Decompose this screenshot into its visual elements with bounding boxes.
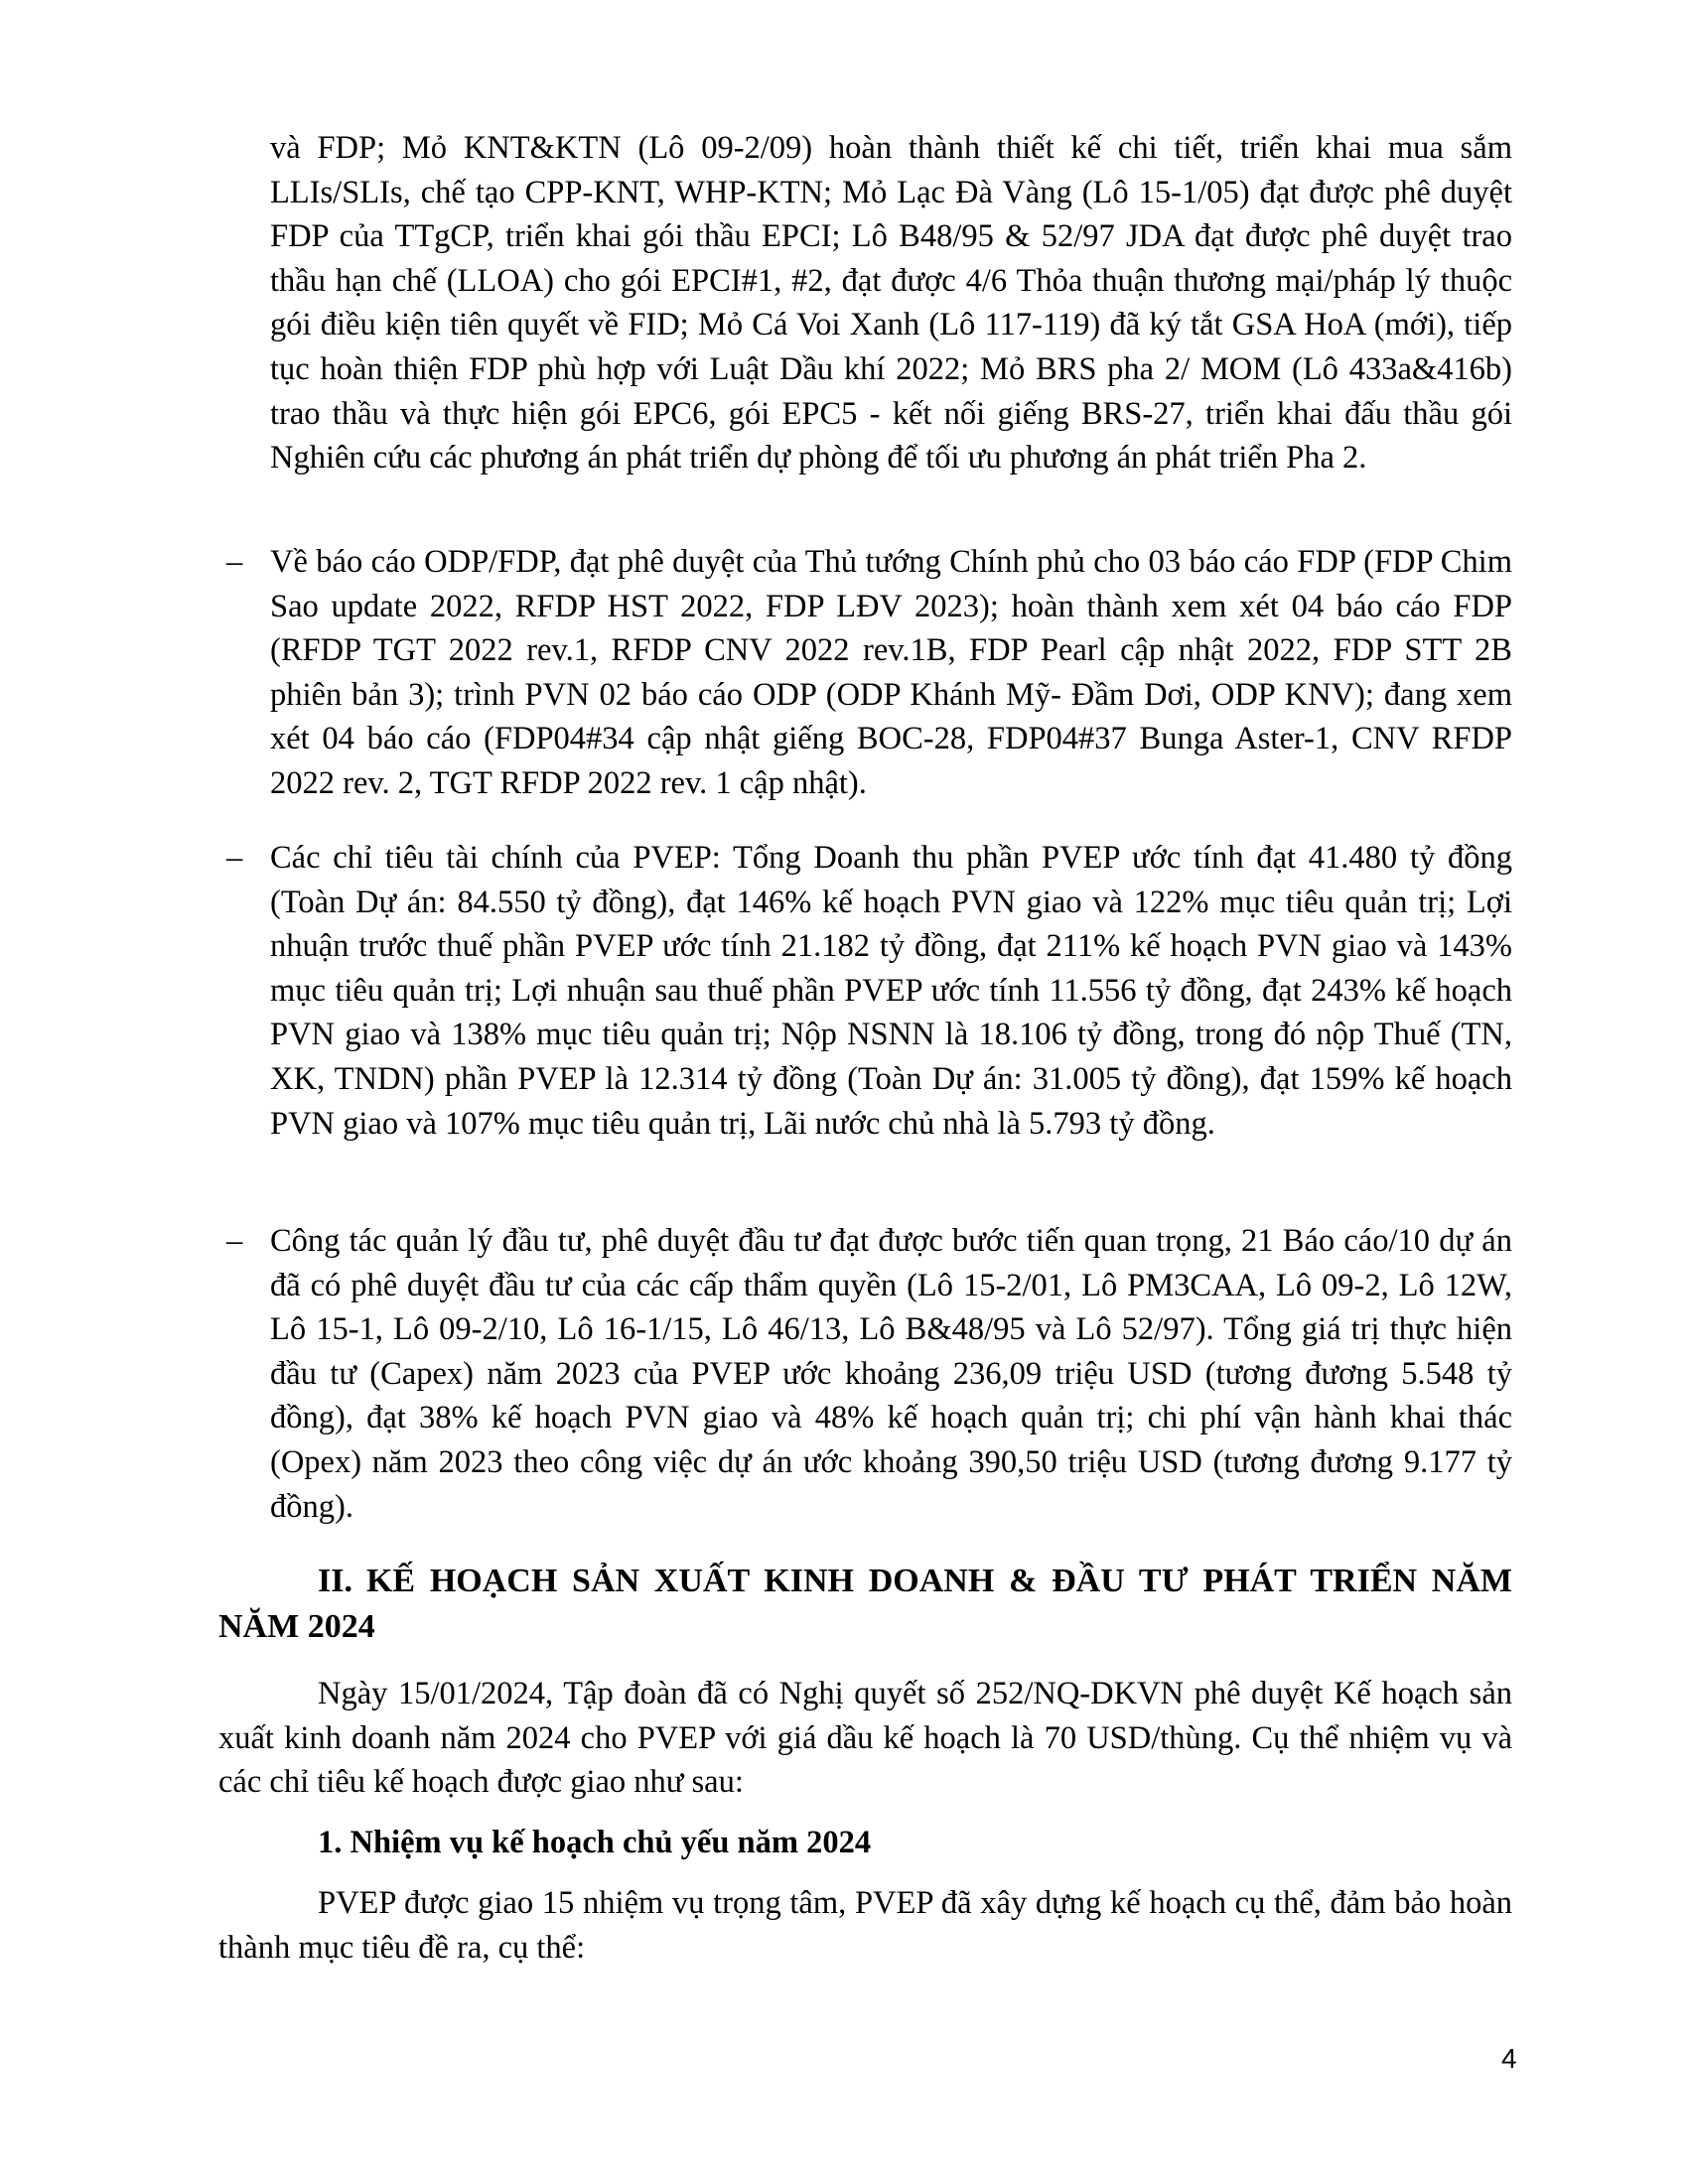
section-number: II. [318, 1563, 352, 1599]
intro-paragraph: Ngày 15/01/2024, Tập đoàn đã có Nghị quyết số 252/NQ-DKVN phê duyệt Kế hoạch sản xuất kinh doanh năm 2024 cho PVEP với giá dầu kế hoạch là 70 USD/thùng. Cụ thể nhiệm vụ và các chỉ tiêu kế hoạch được giao như sau: [218, 1676, 1512, 1801]
continuation-paragraph: và FDP; Mỏ KNT&KTN (Lô 09-2/09) hoàn thành thiết kế chi tiết, triển khai mua sắm LLIs/SLIs, chế tạo CPP-KNT, WHP-KTN; Mỏ Lạc Đà Vàng (Lô 15-1/05) đạt được phê duyệt FDP của TTgCP, triển khai gói thầu EPCI; Lô B48/95 & 52/97 JDA đạt được phê duyệt trao thầu hạn chế (LLOA) cho gói EPCI#1, #2, đạt được 4/6 Thỏa thuận thương mại/pháp lý thuộc gói điều kiện tiên quyết về FID; Mỏ Cá Voi Xanh (Lô 117-119) đã ký tắt GSA HoA (mới), tiếp tục hoàn thiện FDP phù hợp với Luật Dầu khí 2022; Mỏ BRS pha 2/ MOM (Lô 433a&416b) trao thầu và thực hiện gói EPC6, gói EPC5 - kết nối giếng BRS-27, triển khai đấu thầu gói Nghiên cứu các phương án phát triển dự phòng để tối ưu phương án phát triển Pha 2. [270, 130, 1512, 477]
bullet-text: Về báo cáo ODP/FDP, đạt phê duyệt của Thủ tướng Chính phủ cho 03 báo cáo FDP (FDP Chim Sao update 2022, RFDP HST 2022, FDP LĐV 2023); hoàn thành xem xét 04 báo cáo FDP (RFDP TGT 2022 rev.1, RFDP CNV 2022 rev.1B, FDP Pearl cập nhật 2022, FDP STT 2B phiên bản 3); trình PVN 02 báo cáo ODP (ODP Khánh Mỹ- Đầm Dơi, ODP KNV); đang xem xét 04 báo cáo (FDP04#34 cập nhật giếng BOC-28, FDP04#37 Bunga Aster-1, CNV RFDP 2022 rev. 2, TGT RFDP 2022 rev. 1 cập nhật). [270, 544, 1512, 801]
bullet-text: Công tác quản lý đầu tư, phê duyệt đầu tư đạt được bước tiến quan trọng, 21 Báo cáo/10 dự án đã có phê duyệt đầu tư của các cấp thẩm quyền (Lô 15-2/01, Lô PM3CAA, Lô 09-2, Lô 12W, Lô 15-1, Lô 09-2/10, Lô 16-1/15, Lô 46/13, Lô B&48/95 và Lô 52/97). Tổng giá trị thực hiện đầu tư (Capex) năm 2023 của PVEP ước khoảng 236,09 triệu USD (tương đương 5.548 tỷ đồng), đạt 38% kế hoạch PVN giao và 48% kế hoạch quản trị; chi phí vận hành khai thác (Opex) năm 2023 theo công việc dự án ước khoảng 390,50 triệu USD (tương đương 9.177 tỷ đồng). [270, 1223, 1512, 1525]
page-number: 4 [1501, 2043, 1517, 2074]
section-heading [218, 1559, 1512, 1650]
subheading: 1. Nhiệm vụ kế hoạch chủ yếu năm 2024 [318, 1825, 872, 1860]
section-title: KẾ HOẠCH SẢN XUẤT KINH DOANH & ĐẦU TƯ PHÁT TRIỂN NĂM NĂM 2024 [218, 1563, 1512, 1645]
bullet-dash: – [226, 544, 243, 580]
bullet-dash: – [226, 840, 243, 876]
bullet-item-odp-fdp-reports [218, 540, 1512, 806]
bullet-text: Các chỉ tiêu tài chính của PVEP: Tổng Doanh thu phần PVEP ước tính đạt 41.480 tỷ đồng (Toàn Dự án: 84.550 tỷ đồng), đạt 146% kế hoạch PVN giao và 122% mục tiêu quản trị; Lợi nhuận trước thuế phần PVEP ước tính 21.182 tỷ đồng, đạt 211% kế hoạch PVN giao và 143% mục tiêu quản trị; Lợi nhuận sau thuế phần PVEP ước tính 11.556 tỷ đồng, đạt 243% kế hoạch PVN giao và 138% mục tiêu quản trị; Nộp NSNN là 18.106 tỷ đồng, trong đó nộp Thuế (TN, XK, TNDN) phần PVEP là 12.314 tỷ đồng (Toàn Dự án: 31.005 tỷ đồng), đạt 159% kế hoạch PVN giao và 107% mục tiêu quản trị, Lãi nước chủ nhà là 5.793 tỷ đồng. [270, 840, 1512, 1142]
bullet-item-financial-indicators [218, 836, 1512, 1146]
closing-paragraph: PVEP được giao 15 nhiệm vụ trọng tâm, PVEP đã xây dựng kế hoạch cụ thể, đảm bảo hoàn thành mục tiêu đề ra, cụ thể: [218, 1885, 1512, 1966]
bullet-item-investment-management [218, 1219, 1512, 1529]
bullet-dash: – [226, 1223, 243, 1259]
